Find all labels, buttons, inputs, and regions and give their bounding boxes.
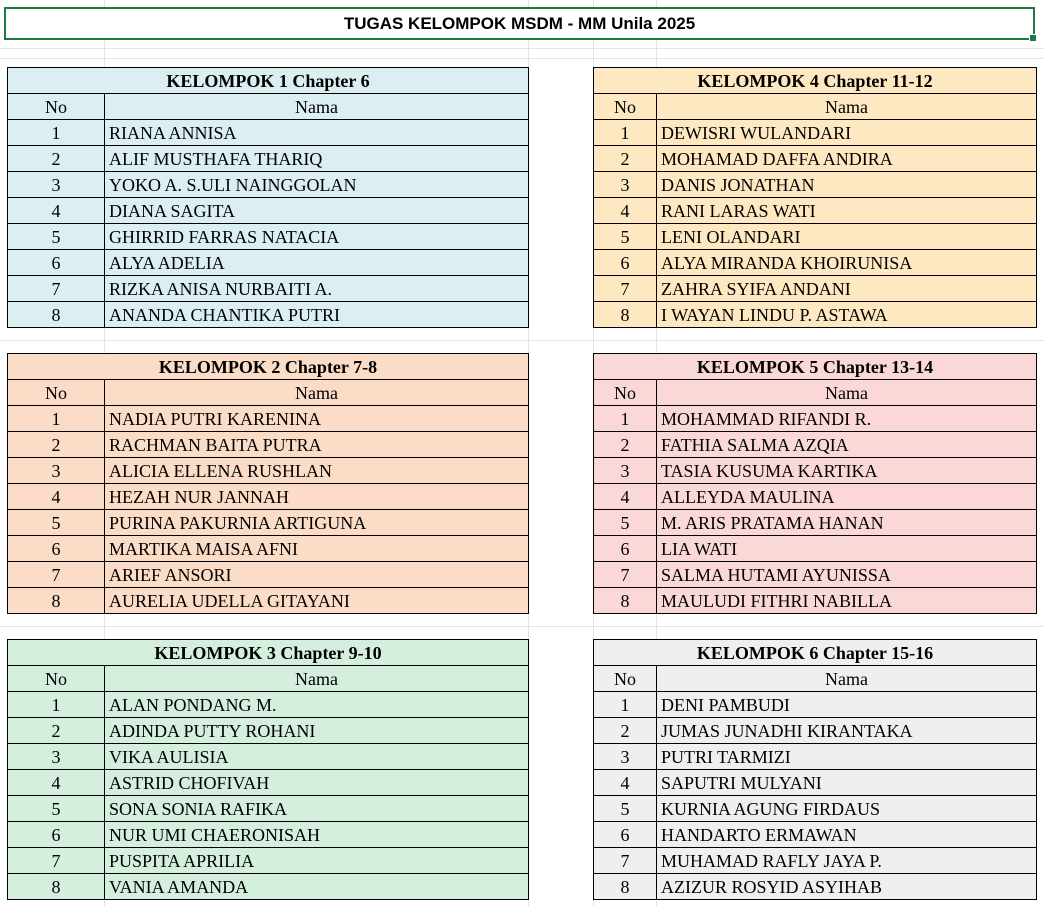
member-row [594,172,1037,198]
member-row [8,146,529,172]
group-table-1 [7,67,529,328]
member-name-cell[interactable]: FATHIA SALMA AZQIA [657,432,1037,458]
member-number-cell[interactable]: 2 [8,718,105,744]
group-table-6 [593,639,1037,900]
member-row [8,510,529,536]
member-number-cell[interactable]: 2 [594,146,657,172]
member-number-cell[interactable]: 8 [594,588,657,614]
member-row [8,822,529,848]
member-row [8,848,529,874]
member-name-cell[interactable]: AZIZUR ROSYID ASYIHAB [657,874,1037,900]
member-number-cell[interactable]: 2 [8,432,105,458]
member-name-cell[interactable]: DANIS JONATHAN [657,172,1037,198]
group-table-2 [7,353,529,614]
member-number-cell[interactable]: 4 [8,198,105,224]
member-row [594,588,1037,614]
member-number-cell[interactable]: 8 [8,588,105,614]
sheet-title-cell[interactable] [4,7,1035,40]
member-row [594,848,1037,874]
member-row [594,432,1037,458]
member-name-cell[interactable]: PUTRI TARMIZI [657,744,1037,770]
member-name-cell[interactable]: M. ARIS PRATAMA HANAN [657,510,1037,536]
member-row [8,770,529,796]
member-row [8,198,529,224]
member-number-cell[interactable]: 6 [594,250,657,276]
member-row [8,536,529,562]
member-number-cell[interactable]: 2 [8,146,105,172]
member-name-cell[interactable]: MOHAMMAD RIFANDI R. [657,406,1037,432]
member-number-cell[interactable]: 7 [594,562,657,588]
member-row [8,250,529,276]
column-header-nama[interactable]: Nama [657,94,1037,120]
column-header-no[interactable]: No [594,666,657,692]
member-name-cell[interactable]: SALMA HUTAMI AYUNISSA [657,562,1037,588]
member-name-cell[interactable]: SAPUTRI MULYANI [657,770,1037,796]
member-name-cell[interactable]: ALYA ADELIA [105,250,529,276]
member-name-cell[interactable]: YOKO A. S.ULI NAINGGOLAN [105,172,529,198]
member-row [8,744,529,770]
group-table-4 [593,67,1037,328]
member-name-cell[interactable]: RANI LARAS WATI [657,198,1037,224]
member-name-cell[interactable]: ASTRID CHOFIVAH [105,770,529,796]
member-row [8,718,529,744]
member-number-cell[interactable]: 3 [594,172,657,198]
member-name-cell[interactable]: ALICIA ELLENA RUSHLAN [105,458,529,484]
member-number-cell[interactable]: 4 [594,198,657,224]
member-number-cell[interactable]: 4 [594,484,657,510]
member-row [594,692,1037,718]
member-name-cell[interactable]: DENI PAMBUDI [657,692,1037,718]
member-name-cell[interactable]: SONA SONIA RAFIKA [105,796,529,822]
member-name-cell[interactable]: MARTIKA MAISA AFNI [105,536,529,562]
group-header[interactable]: KELOMPOK 1 Chapter 6 [8,68,529,94]
member-row [594,562,1037,588]
member-row [8,692,529,718]
column-header-no[interactable]: No [8,380,105,406]
member-number-cell[interactable]: 4 [8,770,105,796]
member-number-cell[interactable]: 1 [8,406,105,432]
member-name-cell[interactable]: ALYA MIRANDA KHOIRUNISA [657,250,1037,276]
member-number-cell[interactable]: 3 [8,458,105,484]
member-row [594,822,1037,848]
sheet-gridline [0,48,1044,49]
member-name-cell[interactable]: HANDARTO ERMAWAN [657,822,1037,848]
member-number-cell[interactable]: 8 [8,874,105,900]
member-row [8,458,529,484]
group-header[interactable]: KELOMPOK 2 Chapter 7-8 [8,354,529,380]
fill-handle[interactable] [1029,34,1037,42]
sheet-gridline [0,626,1044,627]
member-row [8,432,529,458]
member-number-cell[interactable]: 7 [8,848,105,874]
member-number-cell[interactable]: 7 [8,562,105,588]
column-header-no[interactable]: No [594,380,657,406]
member-number-cell[interactable]: 2 [594,432,657,458]
column-header-nama[interactable]: Nama [657,666,1037,692]
column-header-no[interactable]: No [8,666,105,692]
sheet-gridline [0,58,1044,59]
member-name-cell[interactable]: RIZKA ANISA NURBAITI A. [105,276,529,302]
member-row [8,562,529,588]
column-header-nama[interactable]: Nama [105,666,529,692]
member-number-cell[interactable]: 5 [8,796,105,822]
column-header-nama[interactable]: Nama [105,94,529,120]
member-name-cell[interactable]: MAULUDI FITHRI NABILLA [657,588,1037,614]
member-name-cell[interactable]: ALIF MUSTHAFA THARIQ [105,146,529,172]
member-name-cell[interactable]: HEZAH NUR JANNAH [105,484,529,510]
group-header[interactable]: KELOMPOK 4 Chapter 11-12 [594,68,1037,94]
member-row [594,718,1037,744]
member-row [594,120,1037,146]
member-number-cell[interactable]: 1 [594,406,657,432]
member-row [594,510,1037,536]
member-number-cell[interactable]: 6 [8,822,105,848]
member-name-cell[interactable]: DEWISRI WULANDARI [657,120,1037,146]
member-row [8,224,529,250]
member-row [594,224,1037,250]
member-row [594,406,1037,432]
column-header-no[interactable]: No [594,94,657,120]
member-number-cell[interactable]: 5 [8,224,105,250]
member-number-cell[interactable]: 8 [594,302,657,328]
member-name-cell[interactable]: MOHAMAD DAFFA ANDIRA [657,146,1037,172]
member-number-cell[interactable]: 6 [8,250,105,276]
member-number-cell[interactable]: 2 [594,718,657,744]
member-name-cell[interactable]: RACHMAN BAITA PUTRA [105,432,529,458]
member-number-cell[interactable]: 5 [594,224,657,250]
member-number-cell[interactable]: 3 [594,744,657,770]
member-name-cell[interactable]: KURNIA AGUNG FIRDAUS [657,796,1037,822]
member-row [8,406,529,432]
member-row [8,276,529,302]
member-name-cell[interactable]: ARIEF ANSORI [105,562,529,588]
member-name-cell[interactable]: ALLEYDA MAULINA [657,484,1037,510]
member-number-cell[interactable]: 1 [594,120,657,146]
group-header[interactable]: KELOMPOK 5 Chapter 13-14 [594,354,1037,380]
member-row [8,874,529,900]
member-name-cell[interactable]: I WAYAN LINDU P. ASTAWA [657,302,1037,328]
member-number-cell[interactable]: 5 [594,510,657,536]
member-name-cell[interactable]: TASIA KUSUMA KARTIKA [657,458,1037,484]
member-row [594,796,1037,822]
member-row [8,302,529,328]
member-number-cell[interactable]: 3 [594,458,657,484]
member-row [8,588,529,614]
column-header-no[interactable]: No [8,94,105,120]
member-row [8,484,529,510]
member-row [594,276,1037,302]
member-name-cell[interactable]: VIKA AULISIA [105,744,529,770]
member-number-cell[interactable]: 4 [594,770,657,796]
member-number-cell[interactable]: 8 [594,874,657,900]
member-name-cell[interactable]: ZAHRA SYIFA ANDANI [657,276,1037,302]
group-header[interactable]: KELOMPOK 3 Chapter 9-10 [8,640,529,666]
member-row [594,458,1037,484]
member-number-cell[interactable]: 5 [594,796,657,822]
member-name-cell[interactable]: PUSPITA APRILIA [105,848,529,874]
member-number-cell[interactable]: 6 [594,822,657,848]
member-number-cell[interactable]: 3 [8,744,105,770]
member-name-cell[interactable]: ALAN PONDANG M. [105,692,529,718]
member-name-cell[interactable]: ADINDA PUTTY ROHANI [105,718,529,744]
member-number-cell[interactable]: 7 [594,276,657,302]
member-row [594,536,1037,562]
member-row [594,770,1037,796]
column-header-nama[interactable]: Nama [657,380,1037,406]
member-number-cell[interactable]: 1 [594,692,657,718]
member-name-cell[interactable]: JUMAS JUNADHI KIRANTAKA [657,718,1037,744]
member-name-cell[interactable]: ANANDA CHANTIKA PUTRI [105,302,529,328]
member-name-cell[interactable]: AURELIA UDELLA GITAYANI [105,588,529,614]
member-name-cell[interactable]: GHIRRID FARRAS NATACIA [105,224,529,250]
member-name-cell[interactable]: RIANA ANNISA [105,120,529,146]
member-name-cell[interactable]: LIA WATI [657,536,1037,562]
member-row [594,744,1037,770]
column-header-nama[interactable]: Nama [105,380,529,406]
member-number-cell[interactable]: 4 [8,484,105,510]
member-number-cell[interactable]: 5 [8,510,105,536]
member-name-cell[interactable]: NADIA PUTRI KARENINA [105,406,529,432]
member-row [8,120,529,146]
group-header[interactable]: KELOMPOK 6 Chapter 15-16 [594,640,1037,666]
group-table-5 [593,353,1037,614]
member-number-cell[interactable]: 6 [8,536,105,562]
member-name-cell[interactable]: NUR UMI CHAERONISAH [105,822,529,848]
member-row [8,796,529,822]
member-name-cell[interactable]: LENI OLANDARI [657,224,1037,250]
member-name-cell[interactable]: PURINA PAKURNIA ARTIGUNA [105,510,529,536]
member-number-cell[interactable]: 7 [594,848,657,874]
member-row [594,250,1037,276]
member-number-cell[interactable]: 3 [8,172,105,198]
member-name-cell[interactable]: MUHAMAD RAFLY JAYA P. [657,848,1037,874]
member-row [594,198,1037,224]
member-row [8,172,529,198]
member-number-cell[interactable]: 6 [594,536,657,562]
member-number-cell[interactable]: 1 [8,692,105,718]
member-number-cell[interactable]: 8 [8,302,105,328]
member-number-cell[interactable]: 7 [8,276,105,302]
member-name-cell[interactable]: VANIA AMANDA [105,874,529,900]
sheet-title: TUGAS KELOMPOK MSDM - MM Unila 2025 [343,13,696,33]
member-row [594,302,1037,328]
member-row [594,874,1037,900]
member-number-cell[interactable]: 1 [8,120,105,146]
member-row [594,484,1037,510]
sheet-gridline [0,340,1044,341]
member-row [594,146,1037,172]
group-table-3 [7,639,529,900]
member-name-cell[interactable]: DIANA SAGITA [105,198,529,224]
